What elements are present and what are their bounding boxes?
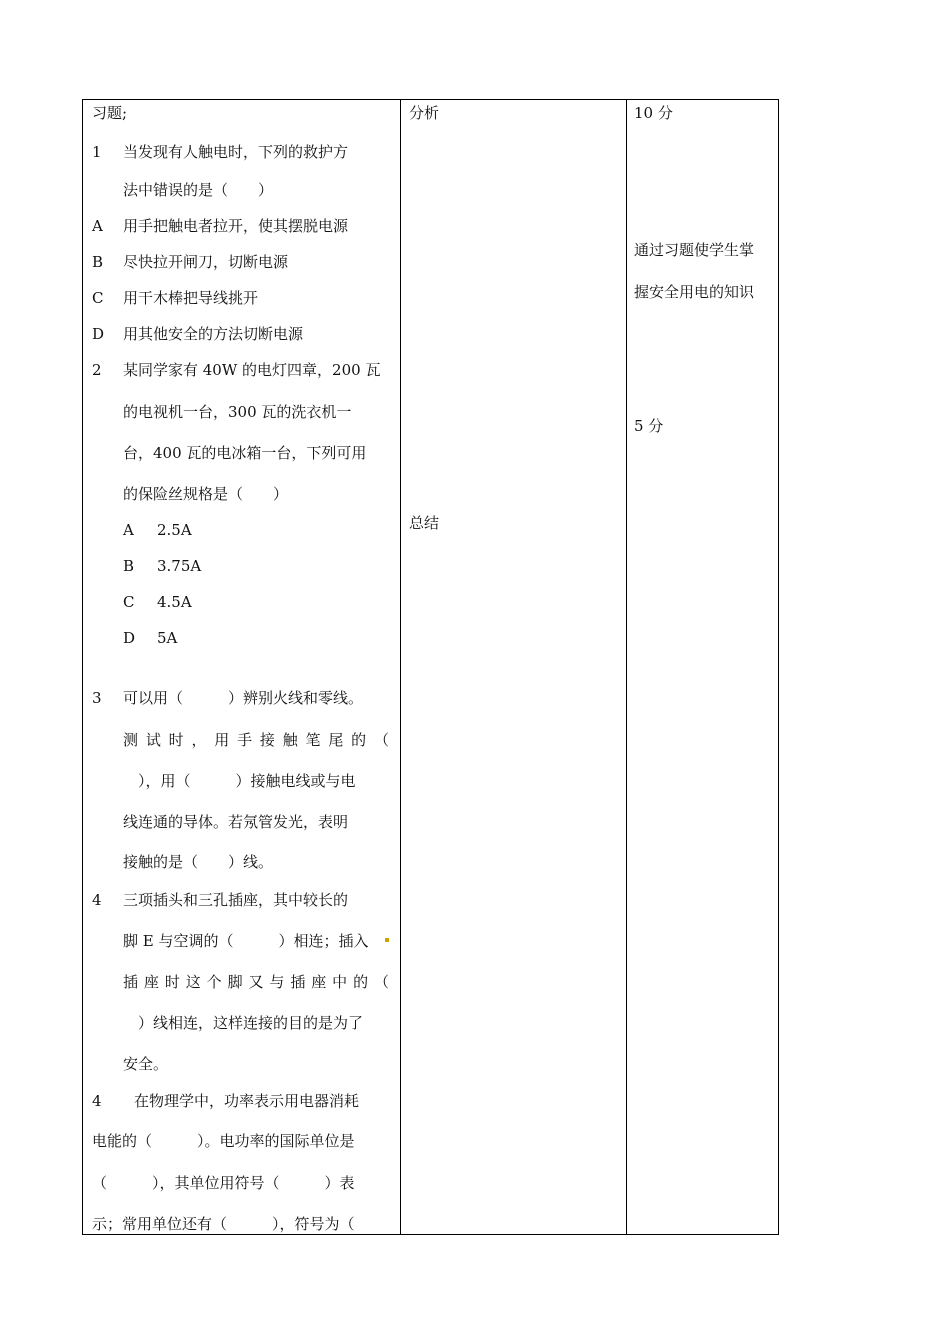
exercise-header: 习题; [92,104,128,122]
summary-label: 总结 [409,514,440,532]
highlight-dot [385,938,389,942]
q5-text-line4: 示；常用单位还有（ ），符号为（ [92,1215,355,1233]
q4-text-line2: 脚 E 与空调的（ ）相连；插入 [123,932,369,950]
q5-text-line2: 电能的（ ）。电功率的国际单位是 [92,1132,355,1150]
q2-option-a-letter: A [123,521,134,539]
q2-text-line1: 某同学家有 40W 的电灯四章，200 瓦 [123,361,381,379]
q2-text-line2: 的电视机一台，300 瓦的洗衣机一 [123,403,352,421]
q3-text-line3: ），用（ ）接触电线或与电 [123,772,356,790]
q1-option-b-text: 尽快拉开闸刀，切断电源 [123,253,289,271]
q2-option-c-letter: C [123,593,135,611]
q2-option-d-text: 5A [157,629,178,647]
q1-option-a-letter: A [92,217,103,235]
q1-option-c-letter: C [92,289,104,307]
q1-number: 1 [92,143,102,161]
q4-text-line3: 插座时这个脚又与插座中的（ [123,973,389,991]
q2-option-b-letter: B [123,557,135,575]
q1-option-b-letter: B [92,253,104,271]
analysis-label: 分析 [409,104,440,122]
activity-column [400,100,627,1234]
q1-option-c-text: 用干木棒把导线挑开 [123,289,259,307]
time-allocation-2: 5 分 [634,417,664,435]
q3-text-line5: 接触的是（ ）线。 [123,853,274,871]
q1-text-line2: 法中错误的是（ ） [123,181,274,199]
q4-text-line1: 三项插头和三孔插座，其中较长的 [123,891,349,909]
objective-note-line1: 通过习题使学生掌 [634,241,755,259]
q3-text-line1: 可以用（ ）辨别火线和零线。 [123,689,364,707]
q3-number: 3 [92,689,102,707]
q5-text-line1: 在物理学中，功率表示用电器消耗 [134,1092,360,1110]
q4-number: 4 [92,891,102,909]
q4-text-line5: 安全。 [123,1055,169,1073]
q2-number: 2 [92,361,102,379]
q1-option-d-letter: D [92,325,105,343]
q3-text-line4: 线连通的导体。若氖管发光，表明 [123,813,349,831]
q3-text-line2: 测试时，用手接触笔尾的（ [123,731,389,749]
q2-text-line4: 的保险丝规格是（ ） [123,485,289,503]
q1-option-d-text: 用其他安全的方法切断电源 [123,325,304,343]
q1-text-line1: 当发现有人触电时，下列的救护方 [123,143,349,161]
time-allocation-1: 10 分 [634,104,673,122]
q4-text-line4: ）线相连，这样连接的目的是为了 [123,1014,364,1032]
q2-option-b-text: 3.75A [157,557,202,575]
q2-text-line3: 台，400 瓦的电冰箱一台，下列可用 [123,444,367,462]
q2-option-a-text: 2.5A [157,521,192,539]
time-note-column [626,100,778,1234]
q5-text-line3: （ ），其单位用符号（ ）表 [92,1174,355,1192]
q2-option-d-letter: D [123,629,136,647]
q2-option-c-text: 4.5A [157,593,192,611]
q5-number: 4 [92,1092,102,1110]
q1-option-a-text: 用手把触电者拉开，使其摆脱电源 [123,217,349,235]
objective-note-line2: 握安全用电的知识 [634,283,755,301]
